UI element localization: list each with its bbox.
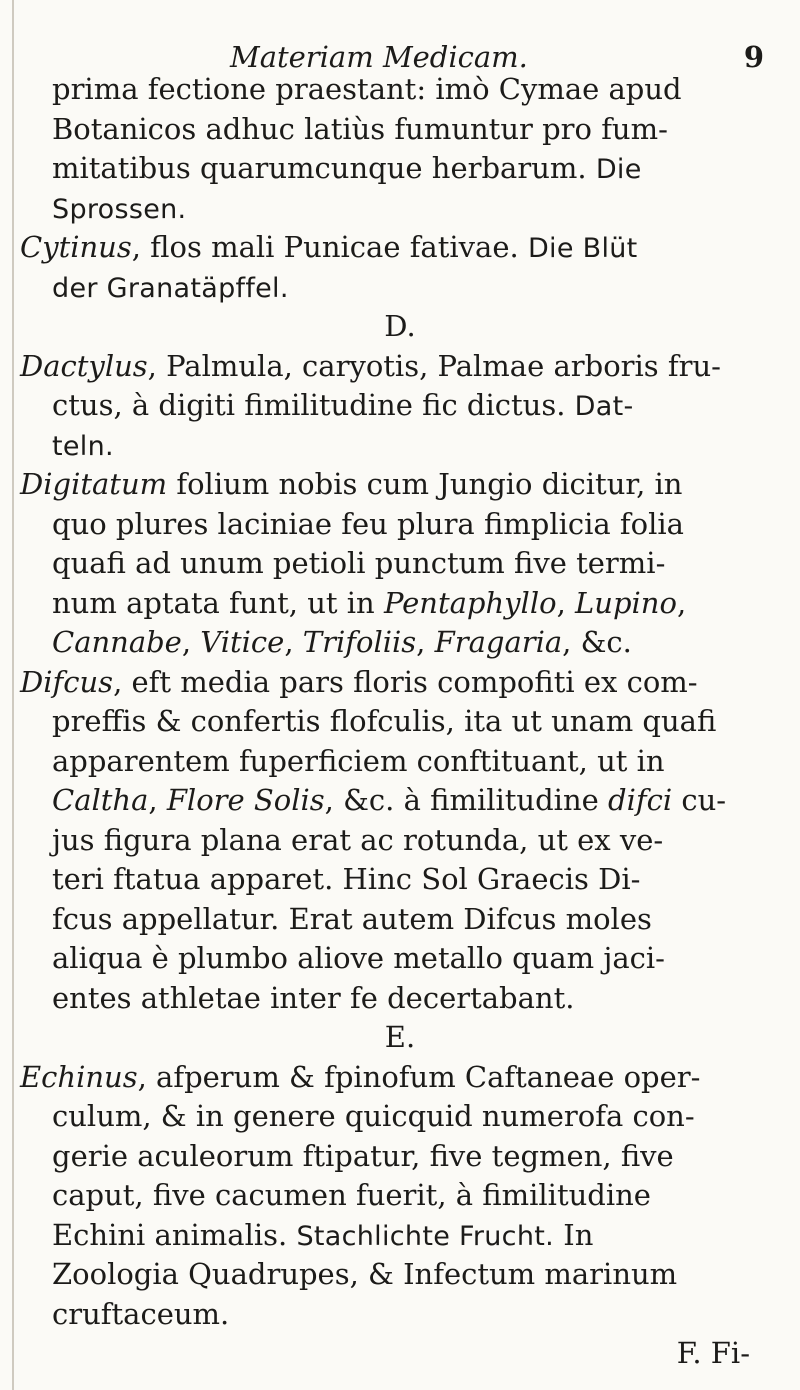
text-segment: ,: [556, 585, 576, 620]
text-segment: , afperum & fpinofum Caftaneae oper-: [137, 1059, 701, 1094]
text-segment: gerie aculeorum ftipatur, five tegmen, five: [52, 1138, 674, 1173]
text-segment: folium nobis cum Jungio dicitur, in: [167, 467, 683, 501]
text-segment: Caltha: [52, 783, 149, 817]
catchword: [0, 1334, 800, 1374]
text-segment: Flore Solis: [166, 783, 325, 817]
text-line: [0, 268, 800, 308]
headword: Cytinus: [20, 230, 132, 264]
text-line: [0, 1137, 800, 1177]
headword: Digitatum: [20, 467, 168, 501]
text-segment: Fragaria: [434, 625, 563, 659]
text-line: [0, 1058, 800, 1098]
text-segment: difci: [608, 783, 673, 817]
text-segment: caput, five cacumen fuerit, à fimilitudine: [52, 1178, 651, 1212]
text-segment: In: [554, 1217, 594, 1252]
text-segment: , &c. à fimilitudine: [324, 783, 609, 817]
text-line: [0, 386, 800, 426]
text-segment: preffis & confertis flofculis, ita ut unam quafi: [52, 704, 717, 738]
text-line: [0, 900, 800, 940]
text-segment: E.: [384, 1020, 416, 1054]
text-segment: quo plures laciniae feu plura fimplicia folia: [52, 506, 684, 541]
headword: Echinus: [20, 1059, 138, 1094]
text-line: [0, 465, 800, 505]
text-line: [0, 702, 800, 742]
section-letter: [0, 1018, 800, 1058]
text-body: [0, 70, 800, 1374]
text-line: [0, 70, 800, 110]
text-line: [0, 781, 800, 821]
text-segment: entes athletae inter fe decertabant.: [52, 980, 575, 1015]
text-line: [0, 1097, 800, 1137]
text-segment: prima fectione praestant: imò Cymae apud: [52, 72, 682, 106]
text-line: [0, 426, 800, 466]
page-number: 9: [743, 40, 764, 74]
text-segment: der Granatäpffel.: [52, 272, 289, 304]
text-segment: , flos mali Punicae fativae.: [131, 230, 528, 264]
text-segment: Dat-: [574, 391, 634, 422]
text-segment: ,: [416, 625, 435, 659]
text-segment: ctus, à digiti fimilitudine fic dictus.: [52, 388, 575, 422]
text-segment: Echini animalis.: [52, 1217, 297, 1252]
text-line: [0, 228, 800, 268]
text-line: [0, 821, 800, 861]
text-segment: , eft media pars floris compofiti ex com-: [113, 664, 698, 699]
text-line: [0, 584, 800, 624]
text-segment: jus figura plana erat ac rotunda, ut ex ve-: [52, 822, 664, 857]
text-line: [0, 347, 800, 387]
text-segment: Botanicos adhuc latiùs fumuntur pro fum-: [52, 111, 668, 146]
text-segment: Trifoliis: [302, 625, 417, 659]
text-line: [0, 663, 800, 703]
running-head: Materiam Medicam.: [230, 40, 528, 74]
headword: Difcus: [20, 664, 114, 699]
text-segment: ,: [148, 783, 167, 817]
text-segment: cruftaceum.: [52, 1296, 230, 1331]
text-segment: ,: [181, 625, 201, 659]
text-segment: , Palmula, caryotis, Palmae arboris fru-: [147, 348, 721, 383]
headword: Dactylus: [20, 348, 148, 383]
text-line: [0, 623, 800, 663]
text-segment: mitatibus quarumcunque herbarum.: [52, 151, 596, 185]
text-segment: Lupino: [575, 585, 677, 620]
text-segment: Pentaphyllo: [383, 585, 557, 620]
text-line: [0, 1295, 800, 1335]
text-line: [0, 742, 800, 782]
text-line: [0, 189, 800, 229]
text-segment: Zoologia Quadrupes, & Infectum marinum: [52, 1257, 678, 1291]
text-line: [0, 1176, 800, 1216]
text-line: [0, 1216, 800, 1256]
text-segment: Stachlichte Frucht.: [296, 1220, 555, 1252]
text-line: [0, 544, 800, 584]
text-segment: num aptata funt, ut in: [52, 585, 384, 620]
text-segment: F. Fi-: [676, 1336, 750, 1370]
text-segment: Die Blüt: [527, 233, 638, 264]
text-line: [0, 979, 800, 1019]
text-segment: fcus appellatur. Erat autem Difcus moles: [52, 901, 652, 936]
text-line: [0, 505, 800, 545]
text-segment: Cannabe: [52, 625, 182, 659]
text-segment: ,: [676, 585, 687, 620]
text-segment: , &c.: [562, 625, 632, 659]
text-segment: D.: [384, 309, 416, 343]
text-line: [0, 149, 800, 189]
section-letter: [0, 307, 800, 347]
text-segment: teln.: [52, 430, 114, 462]
text-segment: apparentem fuperficiem conftituant, ut in: [52, 743, 665, 778]
text-segment: ,: [284, 625, 303, 659]
text-segment: teri ftatua apparet. Hinc Sol Graecis Di-: [52, 862, 641, 896]
text-segment: Die: [595, 154, 642, 185]
text-segment: aliqua è plumbo aliove metallo quam jaci-: [52, 941, 665, 975]
text-segment: Vitice: [200, 625, 285, 659]
text-segment: Sprossen.: [52, 193, 187, 225]
text-line: [0, 860, 800, 900]
text-segment: quafi ad unum petioli punctum five termi-: [52, 546, 666, 580]
text-line: [0, 110, 800, 150]
text-segment: cu-: [672, 783, 727, 817]
text-line: [0, 1255, 800, 1295]
text-line: [0, 939, 800, 979]
text-segment: culum, & in genere quicquid numerofa con-: [52, 1099, 695, 1133]
